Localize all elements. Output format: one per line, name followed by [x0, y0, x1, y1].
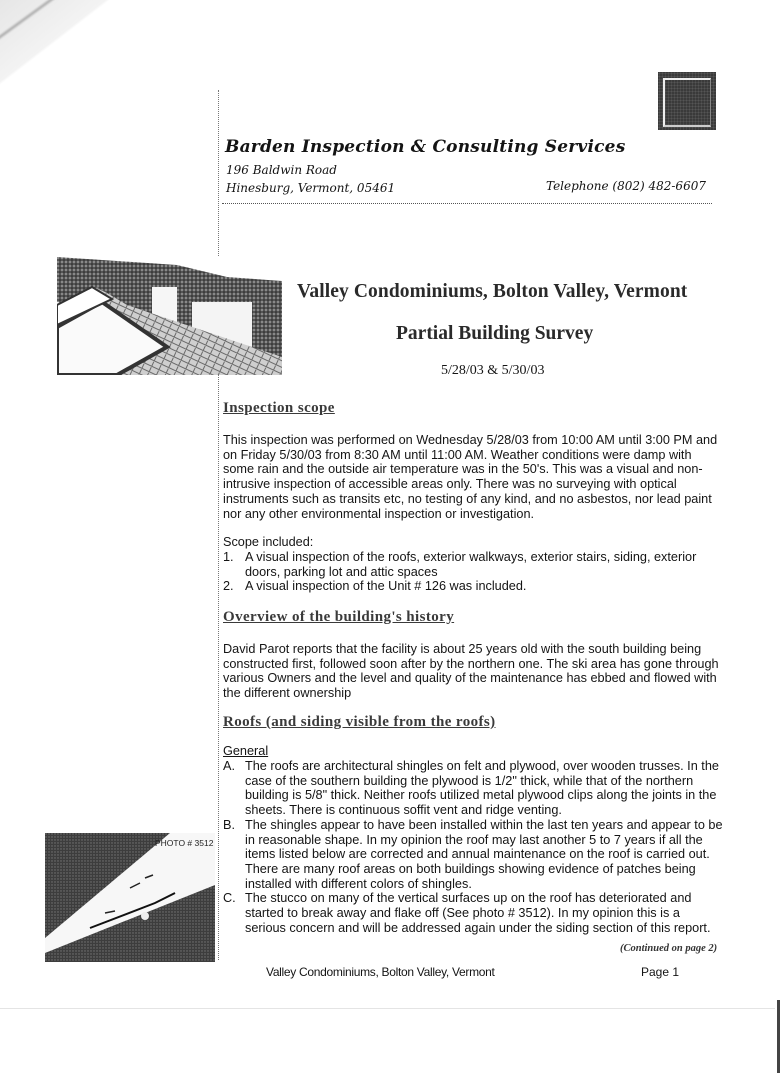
footer-title: Valley Condominiums, Bolton Valley, Vermont: [266, 965, 495, 979]
history-paragraph: David Parot reports that the facility is about 25 years old with the south building being constructed first, followed soon after by the northern one. The ski area has gone through various Owners and the level and quality of the maintenance has ebbed and flowed with the different ownership: [223, 642, 719, 701]
list-marker: 1.: [223, 550, 234, 564]
inspection-dates: 5/28/03 & 5/30/03: [441, 363, 545, 378]
stucco-damage-photo: [45, 833, 215, 962]
heading-inspection-scope: Inspection scope: [223, 400, 335, 416]
list-text: The stucco on many of the vertical surfaces up on the roof has deteriorated and started to break away and flake off (See photo # 3512). In my opinion this is a serious concern and will be addressed again under the siding section of this report.: [245, 891, 711, 935]
roofs-list-item: [223, 759, 723, 818]
roofs-list: [223, 759, 723, 935]
page-corner-fold: [0, 0, 110, 85]
heading-roofs: Roofs (and siding visible from the roofs): [223, 714, 496, 730]
list-marker: C.: [223, 891, 236, 906]
report-subtitle: Partial Building Survey: [396, 323, 594, 344]
photo-label: PHOTO # 3512: [155, 838, 214, 848]
continued-note: (Continued on page 2): [620, 943, 718, 954]
list-text: A visual inspection of the Unit # 126 was included.: [245, 579, 527, 594]
roofs-list-item: [223, 891, 723, 935]
scope-list-item: [223, 550, 723, 579]
address-line-2: Hinesburg, Vermont, 05461: [226, 181, 396, 195]
list-marker: B.: [223, 817, 235, 832]
roofs-list-item: [223, 818, 723, 892]
report-title: Valley Condominiums, Bolton Valley, Vermont: [297, 281, 688, 302]
inspection-scope-paragraph: This inspection was performed on Wednesday 5/28/03 from 10:00 AM until 3:00 PM and on Friday 5/30/03 from 8:30 AM until 11:00 AM. Weather conditions were damp with some rain and the outside air temperature was in the 50's. This was a visual and non-intrusive inspection of accessible areas only. There was no surveying with optical instruments such as transits etc, no testing of any kind, and no asbestos, nor lead paint nor any other environmental inspection or investigation.: [223, 433, 718, 521]
list-text: A visual inspection of the roofs, exterior walkways, exterior stairs, siding, exterior doors, parking lot and attic spaces: [245, 550, 697, 579]
company-logo: [658, 72, 716, 130]
roof-photo: [57, 257, 282, 375]
company-name: Barden Inspection & Consulting Services: [225, 137, 626, 157]
company-telephone: Telephone (802) 482-6607: [546, 179, 706, 193]
list-marker: A.: [223, 759, 235, 773]
heading-building-history: Overview of the building's history: [223, 609, 455, 625]
page-number: Page 1: [641, 965, 680, 979]
list-marker: 2.: [223, 579, 234, 594]
scope-list-item: [223, 579, 723, 594]
margin-dotted-rule: [218, 90, 219, 960]
scope-list: [223, 550, 723, 594]
company-address: [226, 161, 395, 197]
page-bottom-edge: [0, 1008, 775, 1009]
list-text: The shingles appear to have been installed within the last ten years and appear to be in reasonable shape. In my opinion the roof may last another 5 to 7 years if all the items listed below are corrected and annual maintenance on the roof is carried out. There are many roof areas on both buildings showing evidence of patches being installed with different colors of shingles.: [245, 817, 723, 891]
scope-included-label: Scope included:: [223, 535, 314, 549]
roofs-general-subheading: General: [223, 744, 269, 758]
list-text: The roofs are architectural shingles on felt and plywood, over wooden trusses. In the case of the southern building the plywood is 1/2" thick, while that of the northern building is 5/8" thick. Neither roofs utilized metal plywood clips along the joints in the sheets. There is continuous soffit vent and ridge venting.: [245, 759, 719, 818]
address-line-1: 196 Baldwin Road: [226, 163, 337, 177]
letterhead-divider: [222, 203, 712, 204]
